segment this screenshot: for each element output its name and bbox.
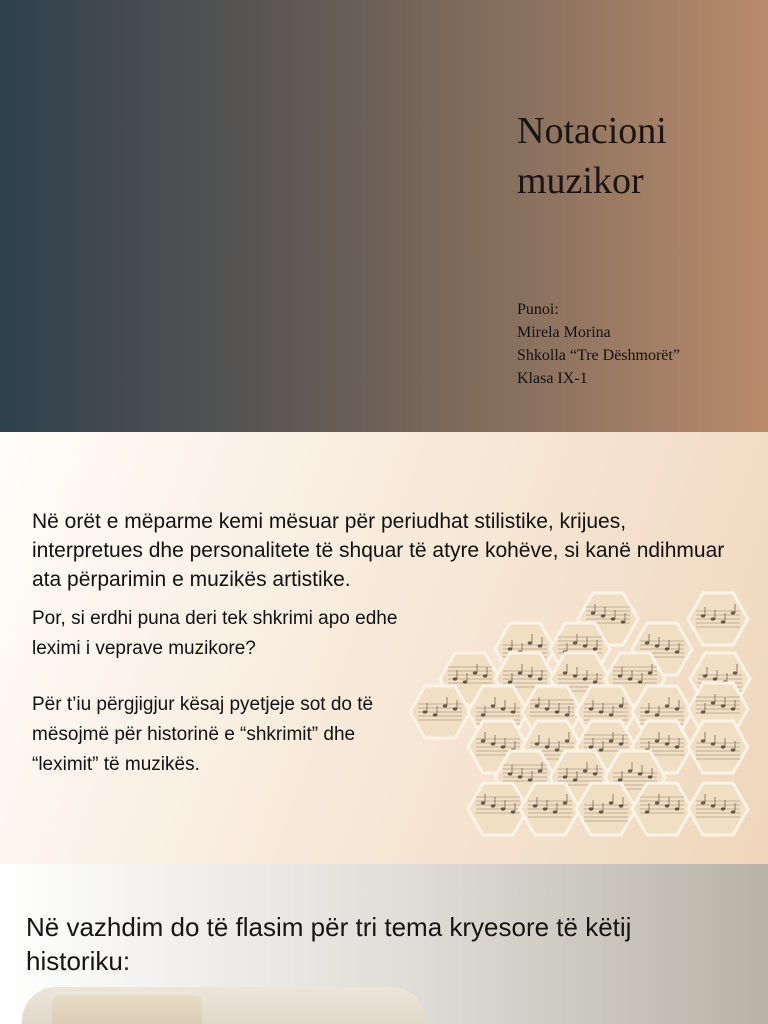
question-paragraph: Por, si erdhi puna deri tek shkrimi apo edhe leximi i veprave muzikore? <box>32 608 398 659</box>
sheet-music-honeycomb-icon <box>400 587 760 864</box>
sheet-music-hexagon <box>576 783 636 835</box>
sheet-music-hexagon <box>688 783 748 835</box>
title-slide <box>0 0 768 432</box>
sheet-music-hexagon <box>520 783 580 835</box>
school-name: Shkolla “Tre Dëshmorët” <box>517 347 680 364</box>
sheet-music-hexagon <box>688 721 748 773</box>
topic-card-image <box>52 995 202 1024</box>
class-name: Klasa IX-1 <box>517 370 588 387</box>
credit-label: Punoi: <box>517 301 559 318</box>
sheet-music-hexagon <box>688 593 748 645</box>
answer-paragraph: Për t’iu përgjigjur kësaj pyetjeje sot do të mësojmë për historinë e “shkrimit” dhe “leximit” të muzikës. <box>32 694 374 775</box>
presentation-title <box>517 106 747 206</box>
sheet-music-hexagon <box>410 686 470 738</box>
title-line-1: Notacioni <box>517 110 667 152</box>
topics-intro-text: Në vazhdim do të flasim për tri tema kryesore të këtij historiku: <box>26 912 632 976</box>
intro-paragraph: Në orët e mëparme kemi mësuar për periudhat stilistike, krijues, interpretues dhe personalitete të shquar të atyre kohëve, si kanë ndihmuar ata përparimin e muzikës artistike. <box>32 510 725 591</box>
sheet-music-hexagon <box>632 783 692 835</box>
topic-card <box>22 987 426 1024</box>
author-name: Mirela Morina <box>517 324 611 341</box>
author-credits <box>517 298 680 390</box>
intro-slide <box>0 432 768 864</box>
title-line-2: muzikor <box>517 160 644 202</box>
topics-slide <box>0 864 768 1024</box>
